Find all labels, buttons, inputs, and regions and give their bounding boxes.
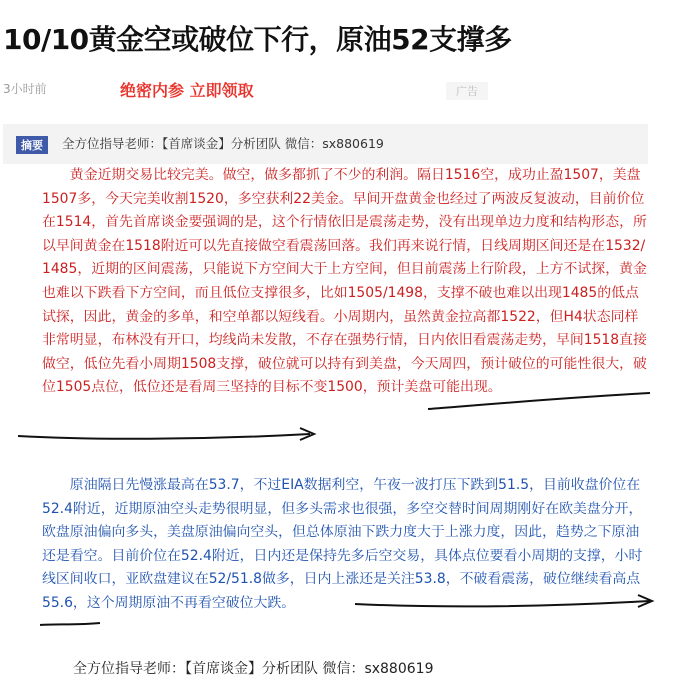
oil-analysis-paragraph xyxy=(42,474,648,616)
summary-text: 全方位指导老师：【首席谈金】分析团队 微信：sx880619 xyxy=(62,136,384,151)
summary-tag: 摘要 xyxy=(16,136,48,154)
arrowhead-gold xyxy=(300,428,314,440)
gold-analysis-paragraph xyxy=(42,164,648,400)
footer-contact: 全方位指导老师：【首席谈金】分析团队 微信：sx880619 xyxy=(73,661,434,677)
oil-text-part1: 原油隔日先慢涨最高在53.7，不过EIA数据利空，午夜一波打压下跌到51.5，目前收盘价位在52.4附近，近期原油空头走势很明显，但多头需求也很强，多空交替时间周期刚好在欧美盘分开，欧盘原油偏向多头，美盘原油偏向空头，但总体原油下跌力度大于上涨力度，因此，趋势之下原油还是看空。目前价位在52.4附近，日内还是保持先多后空交易，具体点位要看小周期的支撑，小时线区间收口， xyxy=(42,477,643,588)
arrow-gold-2 xyxy=(18,434,310,439)
oil-text-part2: ，不破看震荡，破位继续看高点55.6，这个周期原油不再看空破位大跌。 xyxy=(42,571,641,611)
article-title: 10/10黄金空或破位下行，原油52支撑多 xyxy=(3,23,512,56)
ad-badge: 广告 xyxy=(446,82,488,100)
promo-link[interactable]: 绝密内参 立即领取 xyxy=(120,81,254,100)
publish-time: 3小时前 xyxy=(3,82,47,96)
summary-box xyxy=(3,124,648,164)
gold-text-part2: ，今天周四，预计破位的可能性很大，破位1505点位，低位还是看周三坚持的目标不变1500，预计美盘可能出现。 xyxy=(42,355,647,396)
gold-text-part1: 黄金近期交易比较完美。做空，做多都抓了不少的利润。隔日1516空，成功止盈1507，美盘1507多，今天完美收割1520，多空获利22美金。早间开盘黄金也经过了两波反复波动，目前价位在1514，首先首席谈金要强调的是，这个行情依旧是震荡走势，没有出现单边力度和结构形态，所以早间黄金在1518附近可以先直接做空看震荡回落。我们再来说行情，日线周期区间还是在1532/1485，近期的区间震荡，只能说下方空间大于上方空间，但目前震荡上行阶段，上方不试探，黄金也难以下跌看下方空间，而且低位支撑很多，比如1505/1498，支撑不破也难以出现1485的低点试探，因此，黄金的多单，和空单都以短线看。小周期内，虽然黄金拉高都1522，但H4状态同样非常明显，布林没有开口，均线尚未发散，不存在强势行情，日内依旧看震荡走势， xyxy=(42,167,647,349)
underline-oil-2 xyxy=(40,623,100,625)
oil-highlighted-strategy: 亚欧盘建议在52/51.8做多，日内上涨还是关注53.8 xyxy=(125,571,446,588)
gold-highlighted-strategy: 早间1518直接做空，低位先看小周期1508支撑，破位就可以持有到美盘 xyxy=(42,332,647,372)
